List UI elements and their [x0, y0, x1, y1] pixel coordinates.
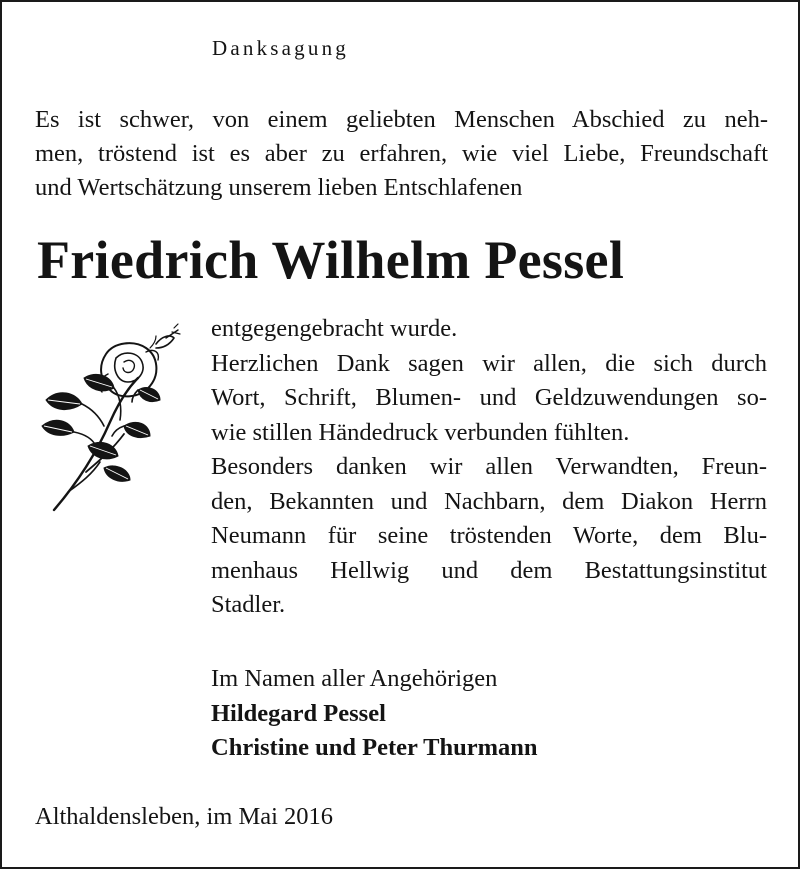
signoff	[211, 662, 767, 766]
thanks-line: wie stillen Händedruck verbunden fühlten.	[211, 418, 630, 446]
thanks-line: den, Bekannten und Nachbarn, dem Diakon Herrn	[211, 487, 767, 515]
intro-line: men, tröstend ist es aber zu erfahren, wie viel Liebe, Freundschaft	[35, 140, 768, 167]
intro-line: Es ist schwer, von einem geliebten Menschen Abschied zu neh-	[35, 106, 768, 133]
intro-line: und Wertschätzung unserem lieben Entschlafenen	[35, 174, 523, 201]
deceased-name: Friedrich Wilhelm Pessel	[37, 230, 625, 290]
signer-name: Hildegard Pessel	[211, 699, 386, 727]
thanks-line: menhaus Hellwig und dem Bestattungsinstitut	[211, 556, 767, 584]
heading: Danksagung	[212, 36, 349, 60]
thanks-paragraph	[211, 312, 767, 623]
thanks-line: Wort, Schrift, Blumen- und Geldzuwendungen so-	[211, 384, 767, 411]
rose-icon	[38, 322, 196, 512]
thanks-line: entgegengebracht wurde.	[211, 315, 458, 342]
signoff-intro: Im Namen aller Angehörigen	[211, 665, 498, 692]
place-date: Althaldensleben, im Mai 2016	[35, 803, 334, 830]
signer-name: Christine und Peter Thurmann	[211, 734, 538, 761]
thanks-line: Neumann für seine tröstenden Worte, dem Blu-	[211, 522, 767, 549]
intro-paragraph	[35, 103, 768, 205]
thanks-line: Besonders danken wir allen Verwandten, Freun-	[211, 453, 767, 480]
thanks-line: Stadler.	[211, 591, 286, 618]
thanks-line: Herzlichen Dank sagen wir allen, die sich durch	[211, 349, 767, 377]
